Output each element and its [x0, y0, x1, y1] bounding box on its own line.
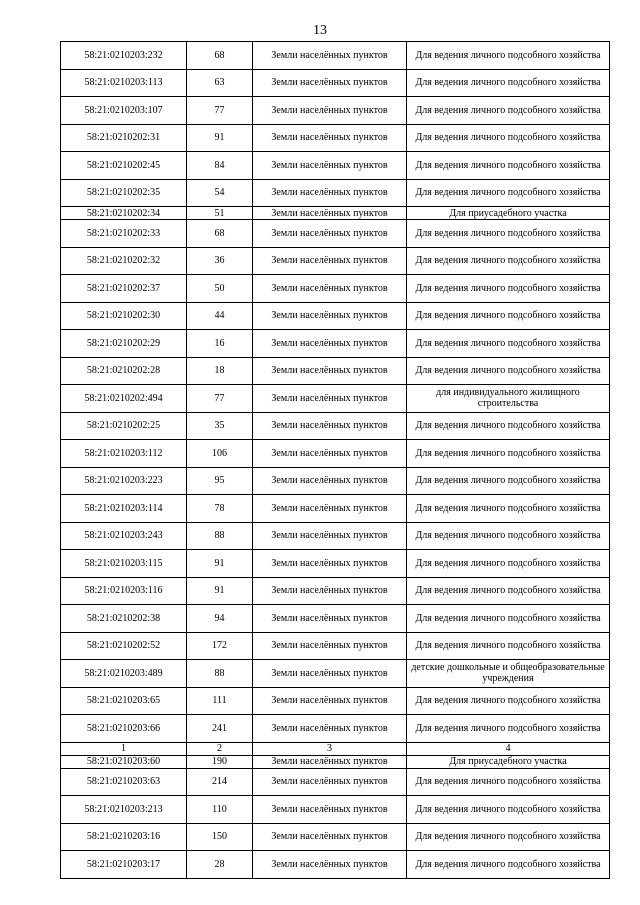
permitted-use-cell: Для ведения личного подсобного хозяйства: [407, 467, 610, 495]
column-number-cell: 1: [61, 742, 187, 755]
land-category-cell: Земли населённых пунктов: [253, 687, 407, 715]
permitted-use-cell: Для приусадебного участка: [407, 207, 610, 220]
cadastral-number-cell: 58:21:0210202:45: [61, 152, 187, 180]
table-row: [61, 467, 610, 495]
area-cell: 63: [187, 69, 253, 97]
cadastral-number-cell: 58:21:0210202:32: [61, 247, 187, 275]
land-category-cell: Земли населённых пунктов: [253, 467, 407, 495]
permitted-use-cell: Для ведения личного подсобного хозяйства: [407, 440, 610, 468]
cadastral-number-cell: 58:21:0210202:28: [61, 357, 187, 385]
area-cell: 95: [187, 467, 253, 495]
area-cell: 16: [187, 330, 253, 358]
cadastral-number-cell: 58:21:0210203:213: [61, 796, 187, 824]
permitted-use-cell: Для ведения личного подсобного хозяйства: [407, 823, 610, 851]
cadastral-number-cell: 58:21:0210203:60: [61, 755, 187, 768]
area-cell: 77: [187, 97, 253, 125]
table-row: [61, 577, 610, 605]
cadastral-number-cell: 58:21:0210203:115: [61, 550, 187, 578]
table-row: [61, 495, 610, 523]
permitted-use-cell: Для приусадебного участка: [407, 755, 610, 768]
table-row: [61, 152, 610, 180]
area-cell: 36: [187, 247, 253, 275]
cadastral-number-cell: 58:21:0210203:107: [61, 97, 187, 125]
area-cell: 110: [187, 796, 253, 824]
land-category-cell: Земли населённых пунктов: [253, 69, 407, 97]
area-cell: 150: [187, 823, 253, 851]
table-row: [61, 97, 610, 125]
land-category-cell: Земли населённых пунктов: [253, 357, 407, 385]
cadastral-number-cell: 58:21:0210202:52: [61, 632, 187, 660]
table-row: [61, 220, 610, 248]
cadastral-number-cell: 58:21:0210203:113: [61, 69, 187, 97]
land-plots-table-body: [61, 42, 610, 879]
land-category-cell: Земли населённых пунктов: [253, 124, 407, 152]
table-row: [61, 275, 610, 303]
land-category-cell: Земли населённых пунктов: [253, 220, 407, 248]
permitted-use-cell: Для ведения личного подсобного хозяйства: [407, 302, 610, 330]
cadastral-number-cell: 58:21:0210202:30: [61, 302, 187, 330]
land-category-cell: Земли населённых пунктов: [253, 412, 407, 440]
table-row: [61, 522, 610, 550]
table-row: [61, 715, 610, 743]
land-category-cell: Земли населённых пунктов: [253, 796, 407, 824]
land-category-cell: Земли населённых пунктов: [253, 42, 407, 70]
permitted-use-cell: Для ведения личного подсобного хозяйства: [407, 357, 610, 385]
column-number-cell: 2: [187, 742, 253, 755]
area-cell: 106: [187, 440, 253, 468]
table-row: [61, 632, 610, 660]
permitted-use-cell: Для ведения личного подсобного хозяйства: [407, 495, 610, 523]
permitted-use-cell: Для ведения личного подсобного хозяйства: [407, 715, 610, 743]
permitted-use-cell: Для ведения личного подсобного хозяйства: [407, 412, 610, 440]
table-row: [61, 768, 610, 796]
area-cell: 88: [187, 522, 253, 550]
land-category-cell: Земли населённых пунктов: [253, 550, 407, 578]
land-category-cell: Земли населённых пунктов: [253, 330, 407, 358]
land-category-cell: Земли населённых пунктов: [253, 275, 407, 303]
land-category-cell: Земли населённых пунктов: [253, 755, 407, 768]
table-row: [61, 42, 610, 70]
table-row: [61, 207, 610, 220]
permitted-use-cell: Для ведения личного подсобного хозяйства: [407, 330, 610, 358]
land-category-cell: Земли населённых пунктов: [253, 632, 407, 660]
land-category-cell: Земли населённых пунктов: [253, 577, 407, 605]
permitted-use-cell: Для ведения личного подсобного хозяйства: [407, 220, 610, 248]
cadastral-number-cell: 58:21:0210203:16: [61, 823, 187, 851]
area-cell: 77: [187, 385, 253, 413]
land-category-cell: Земли населённых пунктов: [253, 247, 407, 275]
permitted-use-cell: Для ведения личного подсобного хозяйства: [407, 550, 610, 578]
table-row: [61, 69, 610, 97]
cadastral-number-cell: 58:21:0210203:17: [61, 851, 187, 879]
permitted-use-cell: Для ведения личного подсобного хозяйства: [407, 522, 610, 550]
land-plots-table: [60, 41, 610, 879]
cadastral-number-cell: 58:21:0210203:232: [61, 42, 187, 70]
area-cell: 91: [187, 124, 253, 152]
area-cell: 51: [187, 207, 253, 220]
table-row: [61, 755, 610, 768]
cadastral-number-cell: 58:21:0210202:37: [61, 275, 187, 303]
land-category-cell: Земли населённых пунктов: [253, 660, 407, 688]
table-row: [61, 851, 610, 879]
table-row: [61, 550, 610, 578]
area-cell: 84: [187, 152, 253, 180]
permitted-use-cell: детские дошкольные и общеобразовательные учреждения: [407, 660, 610, 688]
table-row: [61, 605, 610, 633]
area-cell: 241: [187, 715, 253, 743]
area-cell: 172: [187, 632, 253, 660]
land-category-cell: Земли населённых пунктов: [253, 715, 407, 743]
table-row: [61, 385, 610, 413]
table-row: [61, 124, 610, 152]
table-row: [61, 823, 610, 851]
permitted-use-cell: Для ведения личного подсобного хозяйства: [407, 42, 610, 70]
table-row: [61, 687, 610, 715]
table-row: [61, 357, 610, 385]
table-row: [61, 179, 610, 207]
land-category-cell: Земли населённых пунктов: [253, 768, 407, 796]
cadastral-number-cell: 58:21:0210202:33: [61, 220, 187, 248]
area-cell: 68: [187, 42, 253, 70]
area-cell: 214: [187, 768, 253, 796]
table-row: [61, 302, 610, 330]
land-category-cell: Земли населённых пунктов: [253, 97, 407, 125]
permitted-use-cell: Для ведения личного подсобного хозяйства: [407, 687, 610, 715]
cadastral-number-cell: 58:21:0210203:489: [61, 660, 187, 688]
area-cell: 190: [187, 755, 253, 768]
permitted-use-cell: Для ведения личного подсобного хозяйства: [407, 179, 610, 207]
land-category-cell: Земли населённых пунктов: [253, 207, 407, 220]
land-category-cell: Земли населённых пунктов: [253, 823, 407, 851]
area-cell: 28: [187, 851, 253, 879]
cadastral-number-cell: 58:21:0210203:65: [61, 687, 187, 715]
land-category-cell: Земли населённых пунктов: [253, 495, 407, 523]
land-category-cell: Земли населённых пунктов: [253, 605, 407, 633]
area-cell: 88: [187, 660, 253, 688]
area-cell: 35: [187, 412, 253, 440]
area-cell: 44: [187, 302, 253, 330]
land-category-cell: Земли населённых пунктов: [253, 302, 407, 330]
cadastral-number-cell: 58:21:0210203:116: [61, 577, 187, 605]
permitted-use-cell: Для ведения личного подсобного хозяйства: [407, 97, 610, 125]
cadastral-number-cell: 58:21:0210202:38: [61, 605, 187, 633]
table-row: [61, 660, 610, 688]
cadastral-number-cell: 58:21:0210203:114: [61, 495, 187, 523]
column-number-cell: 4: [407, 742, 610, 755]
land-category-cell: Земли населённых пунктов: [253, 440, 407, 468]
cadastral-number-cell: 58:21:0210202:35: [61, 179, 187, 207]
cadastral-number-cell: 58:21:0210202:25: [61, 412, 187, 440]
cadastral-number-cell: 58:21:0210202:494: [61, 385, 187, 413]
cadastral-number-cell: 58:21:0210202:34: [61, 207, 187, 220]
table-row: [61, 412, 610, 440]
land-category-cell: Земли населённых пунктов: [253, 385, 407, 413]
area-cell: 68: [187, 220, 253, 248]
area-cell: 54: [187, 179, 253, 207]
area-cell: 94: [187, 605, 253, 633]
cadastral-number-cell: 58:21:0210202:31: [61, 124, 187, 152]
table-row: [61, 440, 610, 468]
land-category-cell: Земли населённых пунктов: [253, 179, 407, 207]
cadastral-number-cell: 58:21:0210203:63: [61, 768, 187, 796]
cadastral-number-cell: 58:21:0210202:29: [61, 330, 187, 358]
permitted-use-cell: Для ведения личного подсобного хозяйства: [407, 632, 610, 660]
land-category-cell: Земли населённых пунктов: [253, 522, 407, 550]
table-row: [61, 247, 610, 275]
land-category-cell: Земли населённых пунктов: [253, 851, 407, 879]
permitted-use-cell: Для ведения личного подсобного хозяйства: [407, 768, 610, 796]
permitted-use-cell: Для ведения личного подсобного хозяйства: [407, 851, 610, 879]
area-cell: 91: [187, 550, 253, 578]
permitted-use-cell: Для ведения личного подсобного хозяйства: [407, 577, 610, 605]
column-number-cell: 3: [253, 742, 407, 755]
table-row: [61, 330, 610, 358]
area-cell: 50: [187, 275, 253, 303]
permitted-use-cell: для индивидуального жилищного строительства: [407, 385, 610, 413]
permitted-use-cell: Для ведения личного подсобного хозяйства: [407, 152, 610, 180]
page-number: 13: [313, 23, 327, 38]
cadastral-number-cell: 58:21:0210203:66: [61, 715, 187, 743]
permitted-use-cell: Для ведения личного подсобного хозяйства: [407, 605, 610, 633]
area-cell: 18: [187, 357, 253, 385]
cadastral-number-cell: 58:21:0210203:112: [61, 440, 187, 468]
area-cell: 91: [187, 577, 253, 605]
cadastral-number-cell: 58:21:0210203:243: [61, 522, 187, 550]
permitted-use-cell: Для ведения личного подсобного хозяйства: [407, 275, 610, 303]
area-cell: 78: [187, 495, 253, 523]
permitted-use-cell: Для ведения личного подсобного хозяйства: [407, 247, 610, 275]
land-category-cell: Земли населённых пунктов: [253, 152, 407, 180]
area-cell: 111: [187, 687, 253, 715]
permitted-use-cell: Для ведения личного подсобного хозяйства: [407, 796, 610, 824]
table-row: [61, 796, 610, 824]
permitted-use-cell: Для ведения личного подсобного хозяйства: [407, 124, 610, 152]
permitted-use-cell: Для ведения личного подсобного хозяйства: [407, 69, 610, 97]
column-number-row: [61, 742, 610, 755]
cadastral-number-cell: 58:21:0210203:223: [61, 467, 187, 495]
